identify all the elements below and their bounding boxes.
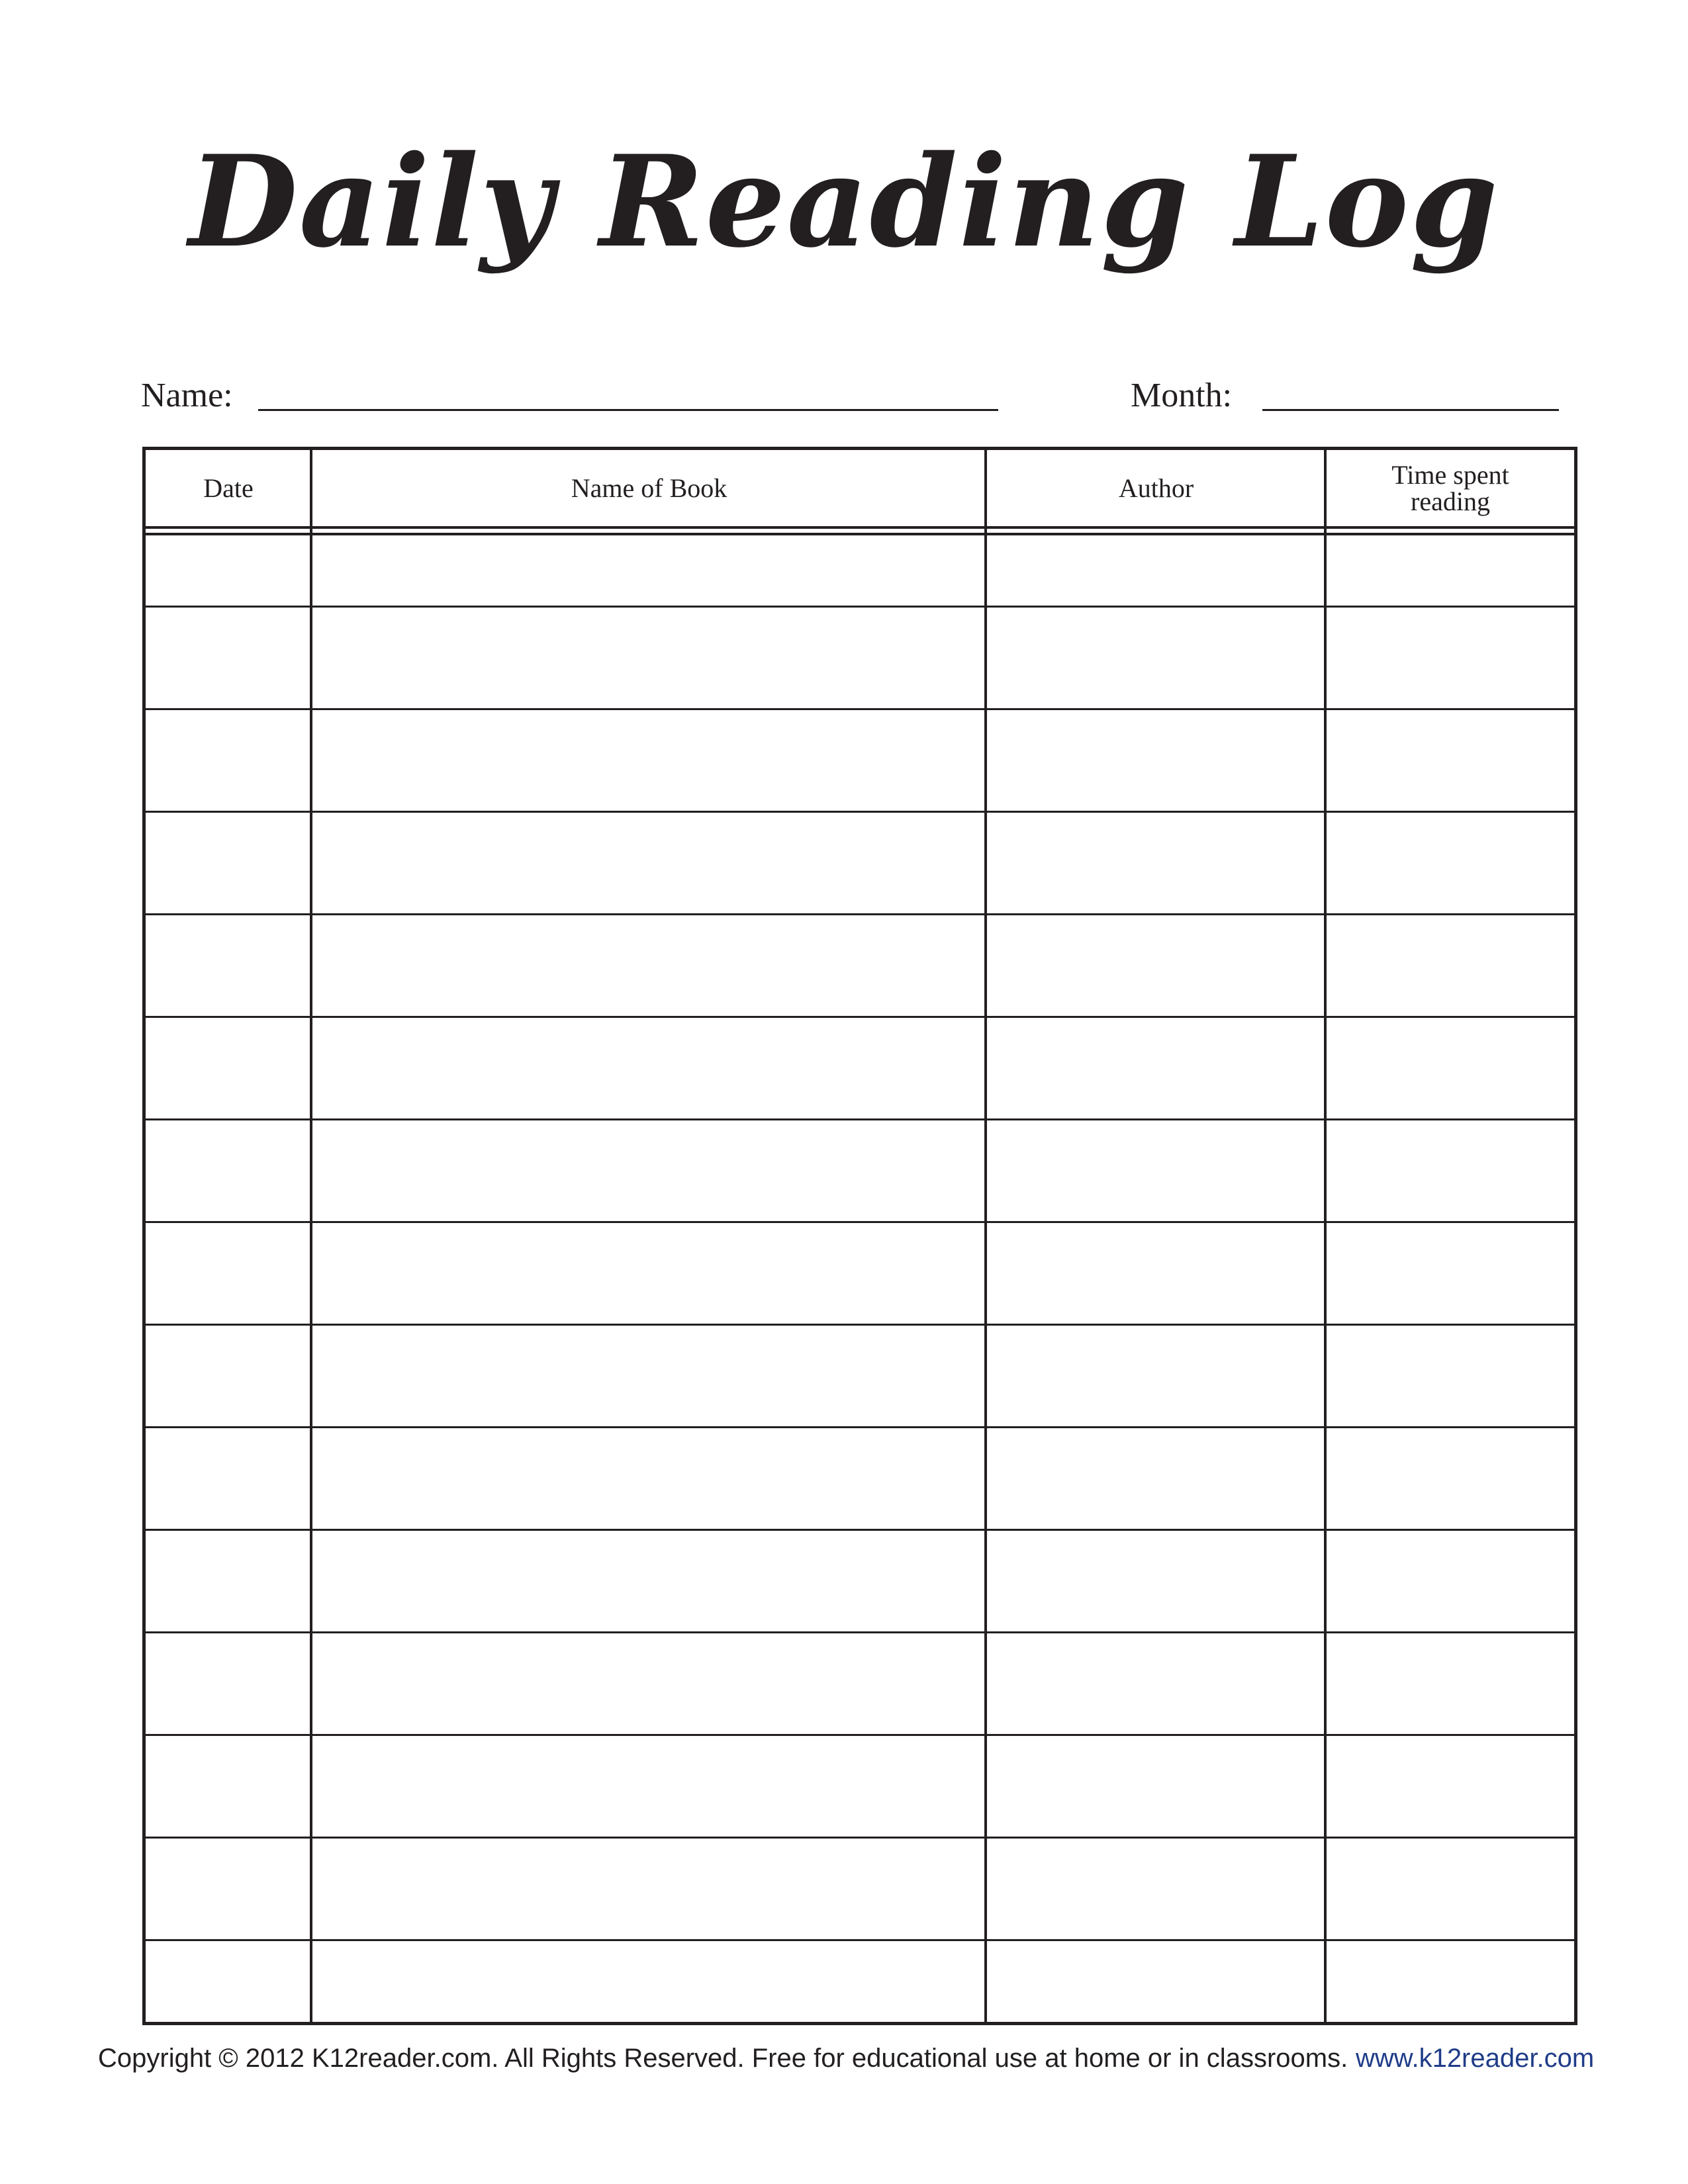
header-author-label: Author bbox=[1118, 473, 1194, 503]
column-divider-author bbox=[1324, 450, 1327, 2022]
table-row-divider bbox=[146, 811, 1574, 813]
footer-copyright: Copyright © 2012 K12reader.com. All Rights Reserved. Free for educational use at home or in classrooms. bbox=[98, 2044, 1348, 2073]
table-row-divider bbox=[146, 606, 1574, 608]
header-separator bbox=[146, 526, 1574, 535]
column-divider-date bbox=[310, 450, 312, 2022]
table-row-divider bbox=[146, 1939, 1574, 1941]
month-field-line[interactable] bbox=[1262, 409, 1559, 411]
name-field-line[interactable] bbox=[258, 409, 998, 411]
table-row-divider bbox=[146, 1734, 1574, 1736]
page-title: Daily Reading Log bbox=[188, 128, 1499, 275]
table-row-divider bbox=[146, 1529, 1574, 1531]
table-row-divider bbox=[146, 1016, 1574, 1018]
table-row-divider bbox=[146, 1837, 1574, 1839]
footer-url-link[interactable]: www.k12reader.com bbox=[1356, 2044, 1595, 2073]
table-row-divider bbox=[146, 1118, 1574, 1120]
month-label: Month: bbox=[1131, 377, 1233, 414]
table-row-divider bbox=[146, 1426, 1574, 1428]
table-row-divider bbox=[146, 1631, 1574, 1633]
header-author bbox=[987, 450, 1325, 526]
header-date-label: Date bbox=[203, 473, 254, 503]
table-row-divider bbox=[146, 708, 1574, 710]
column-divider-book bbox=[984, 450, 987, 2022]
header-book-name-label: Name of Book bbox=[571, 473, 727, 503]
header-book-name bbox=[312, 450, 986, 526]
reading-log-table bbox=[142, 447, 1577, 2025]
table-row-divider bbox=[146, 1221, 1574, 1223]
header-date bbox=[146, 450, 311, 526]
table-row-divider bbox=[146, 913, 1574, 915]
header-time-spent bbox=[1327, 450, 1574, 526]
header-time-spent-line1: Time spent bbox=[1391, 459, 1509, 490]
header-time-spent-line2: reading bbox=[1411, 486, 1490, 516]
name-label: Name: bbox=[141, 377, 233, 414]
table-row-divider bbox=[146, 1324, 1574, 1326]
